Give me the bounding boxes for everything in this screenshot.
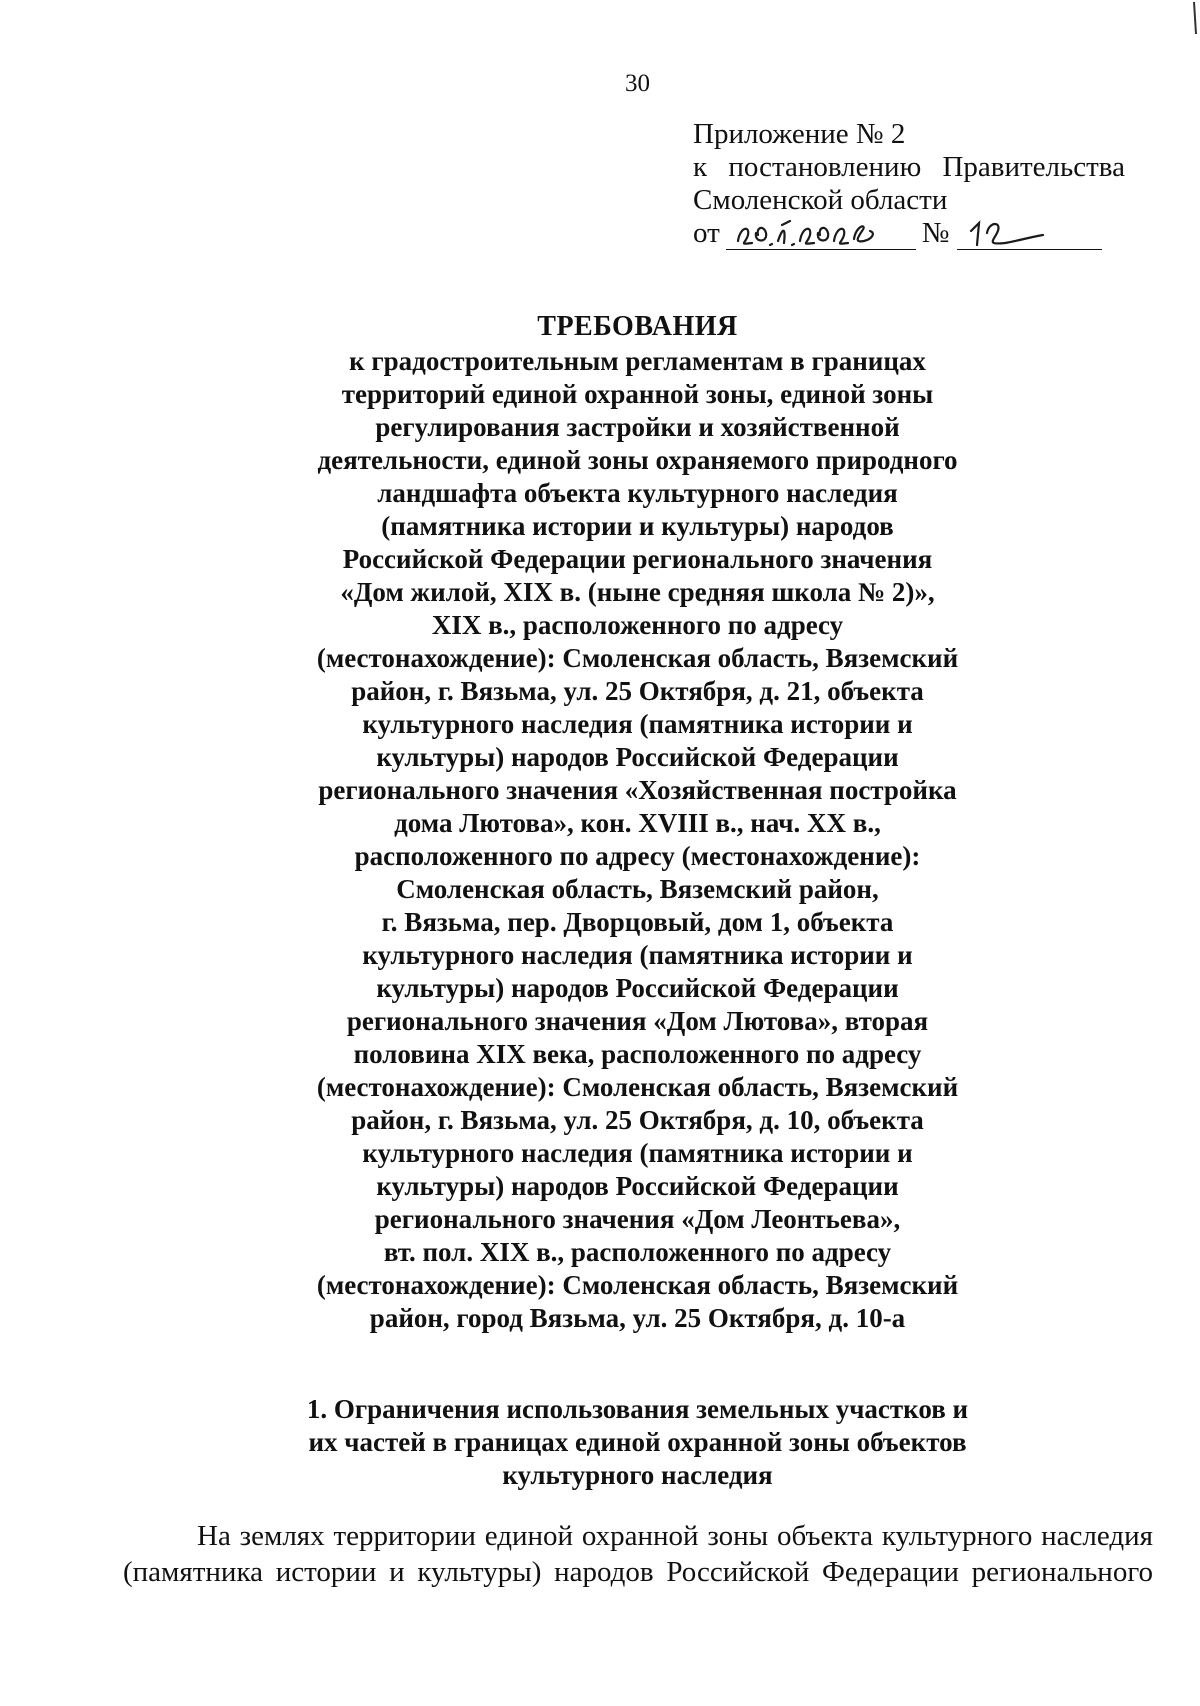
title-line: расположенного по адресу (местонахождение): [354, 841, 921, 871]
appendix-header [693, 118, 1125, 250]
title-line: (памятника истории и культуры) народов [381, 511, 894, 541]
handwritten-number [957, 221, 1102, 250]
title-line: район, г. Вязьма, ул. 25 Октября, д. 10, объекта [351, 1105, 924, 1135]
title-line: культурного наследия (памятника истории и [362, 709, 913, 739]
date-prefix: от [693, 217, 720, 249]
title-line: к градостроительным регламентам в границах [349, 346, 926, 376]
title-line: вт. пол. XIX в., расположенного по адресу [383, 1237, 892, 1267]
handwritten-number-signature [957, 215, 1102, 249]
handwritten-date [726, 221, 916, 250]
title-line: район, город Вязьма, ул. 25 Октября, д. 10-а [369, 1303, 906, 1333]
title-line: г. Вязьма, пер. Дворцовый, дом 1, объекта [381, 907, 894, 937]
title-line: регионального значения «Хозяйственная постройка [318, 775, 957, 805]
body-line: На землях территории единой охранной зоны объекта культурного наследия [197, 1520, 1153, 1552]
scan-edge-mark [1186, 0, 1200, 40]
title-line: (местонахождение): Смоленская область, Вяземский [316, 1270, 959, 1300]
title-line: XIX в., расположенного по адресу [431, 610, 844, 640]
document-title [0, 310, 1200, 1335]
title-line: дома Лютова», кон. XVIII в., нач. XX в., [394, 808, 881, 838]
appendix-word: к [693, 151, 708, 183]
title-line: культуры) народов Российской Федерации [376, 973, 899, 1003]
title-line: «Дом жилой, XIX в. (ныне средняя школа № 2)», [340, 577, 935, 607]
title-line: Смоленская область, Вяземский район, [396, 874, 879, 904]
title-line: культурного наследия (памятника истории и [362, 940, 913, 970]
title-line: культуры) народов Российской Федерации [376, 1171, 899, 1201]
appendix-word: Правительства [942, 151, 1125, 183]
title-line: регионального значения «Дом Леонтьева», [374, 1204, 901, 1234]
appendix-word: постановлению [728, 151, 922, 183]
page-number: 30 [625, 70, 650, 97]
title-heading: ТРЕБОВАНИЯ [537, 311, 738, 342]
title-line: регионального значения «Дом Лютова», вторая [346, 1006, 929, 1036]
section-heading-line: 1. Ограничения использования земельных участков и [306, 1394, 969, 1424]
body-line: (памятника истории и культуры) народов Российской Федерации регионального [123, 1556, 1153, 1588]
appendix-date-number-line [693, 217, 1125, 250]
title-line: культуры) народов Российской Федерации [376, 742, 899, 772]
section-heading-line: их частей в границах единой охранной зоны объектов [308, 1427, 967, 1457]
body-paragraph [123, 1518, 1153, 1590]
title-line: (местонахождение): Смоленская область, Вяземский [316, 643, 959, 673]
title-line: территорий единой охранной зоны, единой зоны [341, 379, 934, 409]
title-line: деятельности, единой зоны охраняемого природного [317, 445, 958, 475]
section-heading-line: культурного наследия [502, 1460, 773, 1490]
title-line: ландшафта объекта культурного наследия [377, 478, 898, 508]
section-1-heading [0, 1393, 1200, 1492]
title-line: регулирования застройки и хозяйственной [375, 412, 900, 442]
title-line: Российской Федерации регионального значения [342, 544, 933, 574]
title-line: половина XIX века, расположенного по адресу [353, 1039, 922, 1069]
title-line: район, г. Вязьма, ул. 25 Октября, д. 21, объекта [351, 676, 924, 706]
number-sign: № [921, 217, 950, 249]
appendix-title: Приложение № 2 [693, 118, 906, 150]
title-line: культурного наследия (памятника истории и [362, 1138, 913, 1168]
title-line: (местонахождение): Смоленская область, Вяземский [316, 1072, 959, 1102]
handwritten-date-signature [726, 215, 916, 249]
appendix-region-line: Смоленской области [693, 184, 948, 216]
appendix-decree-line [693, 151, 1125, 184]
